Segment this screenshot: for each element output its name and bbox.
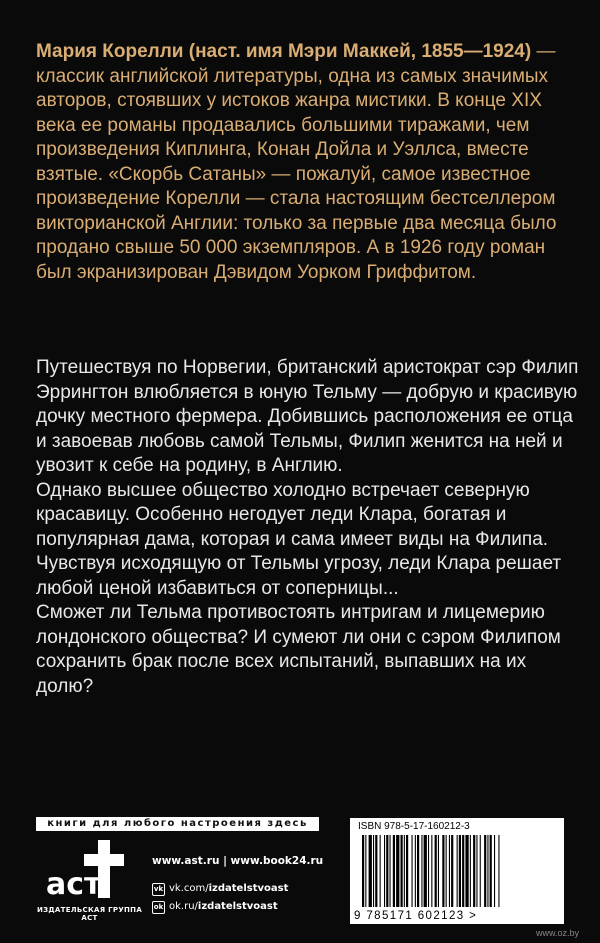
isbn-label: ISBN 978-5-17-160212-3 <box>358 821 470 832</box>
barcode-bar <box>412 835 413 907</box>
vk-link[interactable] <box>152 880 288 898</box>
barcode-bar <box>473 835 475 907</box>
website-links[interactable]: www.ast.ru | www.book24.ru <box>152 855 324 867</box>
barcode-bar <box>390 835 391 907</box>
barcode-bar <box>428 835 429 907</box>
barcode-bar <box>462 835 464 907</box>
tagline-banner: книги для любого настроения здесь <box>36 817 319 831</box>
watermark: www.oz.by <box>536 928 580 938</box>
vk-prefix: vk.com/ <box>169 883 209 894</box>
barcode-bar <box>404 835 405 907</box>
barcode-bar <box>386 835 388 907</box>
barcode-bar <box>442 835 444 907</box>
barcode <box>350 818 564 924</box>
barcode-bar <box>393 835 395 907</box>
description-paragraph-3: Сможет ли Тельма противостоять интригам и лицемерию лондонского общества? И сумеют ли они с сэром Филипом сохранить брак после всех испытаний, выпавших на их долю? <box>36 602 561 697</box>
barcode-bar <box>424 835 427 907</box>
author-bio-text: — классик английской литературы, одна из самых значимых авторов, стоявших у истоков жанра мистики. В конце XIX века ее романы продавались большими тиражами, чем произведения Киплинга, Конан Дойла и Уэллса, вместе взятые. «Скорбь Сатаны» — пожалуй, самое известное произведение Корелли — стала настоящим бестселлером викторианской Англии: только за первые два месяца было продано свыше 50 000 экземпляров. А в 1926 году роман был экранизирован Дэвидом Уорком Гриффитом. <box>36 41 557 283</box>
barcode-bar <box>470 835 471 907</box>
barcode-bar <box>435 835 437 907</box>
barcode-bar <box>487 835 488 907</box>
barcode-bar <box>431 835 432 907</box>
barcode-bar <box>415 835 416 907</box>
ok-link[interactable] <box>152 898 288 916</box>
description-paragraph-2: Однако высшее общество холодно встречает северную красавицу. Особенно негодует леди Клара, богатая и популярная дама, которая и сама имеет виды на Филипа. Чувствуя исходящую от Тельмы угрозу, леди Клара решает любой ценой избавиться от соперницы... <box>36 479 562 599</box>
barcode-bar <box>373 835 374 907</box>
barcode-bar <box>484 835 486 907</box>
ok-handle: izdatelstvoast <box>197 901 278 912</box>
publisher-group-label: ИЗДАТЕЛЬСКАЯ ГРУППА АСТ <box>36 906 143 922</box>
barcode-bar <box>396 835 399 907</box>
barcode-bar <box>476 835 477 907</box>
vk-icon: vk <box>152 883 165 896</box>
barcode-bars <box>360 835 554 909</box>
author-name: Мария Корелли (наст. имя Мэри Маккей, 1855—1924) <box>36 41 532 62</box>
barcode-bar <box>457 835 458 907</box>
barcode-bar <box>369 835 372 907</box>
barcode-bar <box>451 835 453 907</box>
book-description <box>36 356 581 699</box>
barcode-bar <box>465 835 468 907</box>
ok-icon: ok <box>152 901 165 914</box>
barcode-bar <box>406 835 408 907</box>
barcode-bar <box>417 835 419 907</box>
barcode-bar <box>421 835 422 907</box>
barcode-bar <box>498 835 499 907</box>
barcode-bar <box>380 835 381 907</box>
social-links <box>152 880 288 916</box>
barcode-bar <box>362 835 364 907</box>
ast-logo-text: аст <box>46 867 102 902</box>
barcode-bar <box>494 835 495 907</box>
ok-prefix: ok.ru/ <box>169 901 198 912</box>
barcode-bar <box>438 835 439 907</box>
barcode-bar <box>459 835 461 907</box>
barcode-bar <box>375 835 377 907</box>
barcode-bar <box>446 835 447 907</box>
barcode-bar <box>384 835 385 907</box>
barcode-bar <box>449 835 450 907</box>
barcode-bar <box>480 835 481 907</box>
barcode-digits: 9 785171 602123 > <box>354 910 478 922</box>
description-paragraph-1: Путешествуя по Норвегии, британский аристократ сэр Филип Эррингтон влюбляется в юную Тельму — добрую и красивую дочку местного фермера. Добившись расположения ее отца и завоевав любовь самой Тельмы, Филип женится на ней и увозит к себе на родину, в Англию. <box>36 357 579 476</box>
barcode-bar <box>490 835 492 907</box>
barcode-bar <box>365 835 366 907</box>
author-bio <box>36 40 576 285</box>
barcode-bar <box>401 835 403 907</box>
vk-handle: izdatelstvoast <box>208 883 289 894</box>
